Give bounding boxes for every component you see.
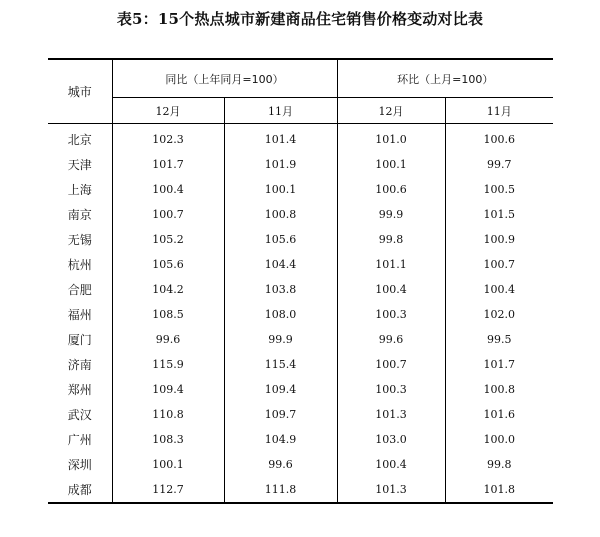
city-name: 福州 bbox=[67, 308, 92, 322]
city-column-header: 城市 bbox=[48, 59, 112, 124]
city-name: 北京 bbox=[67, 133, 92, 147]
yoy-dec-value: 108.3 bbox=[112, 427, 224, 452]
mom-nov-value: 100.8 bbox=[445, 377, 553, 402]
mom-nov-value: 100.9 bbox=[445, 227, 553, 252]
mom-dec-value: 100.3 bbox=[337, 377, 445, 402]
city-name: 成都 bbox=[48, 477, 112, 503]
yoy-dec-header: 12月 bbox=[112, 98, 224, 124]
mom-nov-value: 102.0 bbox=[445, 302, 553, 327]
yoy-nov-header: 11月 bbox=[224, 98, 337, 124]
yoy-dec-value: 108.5 bbox=[112, 302, 224, 327]
city-name: 无锡 bbox=[67, 233, 92, 247]
city-name: 深圳 bbox=[67, 458, 92, 472]
yoy-nov-value: 105.6 bbox=[224, 227, 337, 252]
table-title: 表5：15个热点城市新建商品住宅销售价格变动对比表 bbox=[116, 10, 484, 28]
table-row bbox=[48, 352, 553, 377]
yoy-nov-value: 109.7 bbox=[224, 402, 337, 427]
price-comparison-table bbox=[48, 58, 553, 504]
table-row bbox=[48, 277, 553, 302]
mom-group-header: 环比（上月=100） bbox=[337, 59, 553, 98]
table-row bbox=[48, 124, 553, 153]
yoy-nov-value: 101.4 bbox=[224, 124, 337, 153]
mom-dec-value: 100.1 bbox=[337, 152, 445, 177]
mom-dec-value: 101.1 bbox=[337, 252, 445, 277]
mom-dec-value: 100.4 bbox=[337, 277, 445, 302]
table-row bbox=[48, 377, 553, 402]
yoy-nov-value: 99.6 bbox=[224, 452, 337, 477]
table-row bbox=[48, 302, 553, 327]
mom-nov-value: 101.7 bbox=[445, 352, 553, 377]
city-name: 天津 bbox=[67, 158, 92, 172]
yoy-nov-value: 109.4 bbox=[224, 377, 337, 402]
mom-dec-value: 100.7 bbox=[337, 352, 445, 377]
yoy-dec-value: 100.7 bbox=[112, 202, 224, 227]
city-name: 杭州 bbox=[67, 258, 92, 272]
yoy-nov-value: 103.8 bbox=[224, 277, 337, 302]
mom-dec-value: 100.4 bbox=[337, 452, 445, 477]
city-name: 广州 bbox=[67, 433, 92, 447]
yoy-dec-value: 109.4 bbox=[112, 377, 224, 402]
city-name: 厦门 bbox=[67, 333, 92, 347]
city-name: 南京 bbox=[67, 208, 92, 222]
mom-nov-value: 100.0 bbox=[445, 427, 553, 452]
yoy-dec-value: 99.6 bbox=[112, 327, 224, 352]
yoy-group-header: 同比（上年同月=100） bbox=[112, 59, 337, 98]
mom-dec-value: 99.6 bbox=[337, 327, 445, 352]
yoy-dec-value: 115.9 bbox=[112, 352, 224, 377]
mom-nov-value: 99.8 bbox=[445, 452, 553, 477]
table-row bbox=[48, 452, 553, 477]
yoy-dec-value: 112.7 bbox=[112, 477, 224, 503]
mom-dec-value: 100.6 bbox=[337, 177, 445, 202]
mom-dec-value: 100.3 bbox=[337, 302, 445, 327]
yoy-nov-value: 104.4 bbox=[224, 252, 337, 277]
yoy-nov-value: 111.8 bbox=[224, 477, 337, 503]
mom-nov-value: 101.8 bbox=[445, 477, 553, 503]
yoy-dec-value: 105.6 bbox=[112, 252, 224, 277]
yoy-dec-value: 102.3 bbox=[112, 124, 224, 153]
mom-nov-value: 100.6 bbox=[445, 124, 553, 153]
yoy-dec-value: 105.2 bbox=[112, 227, 224, 252]
mom-dec-value: 101.0 bbox=[337, 124, 445, 153]
yoy-nov-value: 100.1 bbox=[224, 177, 337, 202]
yoy-nov-value: 115.4 bbox=[224, 352, 337, 377]
city-name: 武汉 bbox=[67, 408, 92, 422]
mom-dec-value: 101.3 bbox=[337, 477, 445, 503]
city-name: 上海 bbox=[67, 183, 92, 197]
table-row bbox=[48, 177, 553, 202]
mom-dec-header: 12月 bbox=[337, 98, 445, 124]
mom-nov-value: 100.4 bbox=[445, 277, 553, 302]
mom-nov-value: 100.5 bbox=[445, 177, 553, 202]
yoy-nov-value: 99.9 bbox=[224, 327, 337, 352]
yoy-nov-value: 108.0 bbox=[224, 302, 337, 327]
table-row bbox=[48, 327, 553, 352]
table-row bbox=[48, 202, 553, 227]
mom-dec-value: 101.3 bbox=[337, 402, 445, 427]
mom-dec-value: 99.9 bbox=[337, 202, 445, 227]
yoy-nov-value: 101.9 bbox=[224, 152, 337, 177]
city-name: 郑州 bbox=[67, 383, 92, 397]
yoy-dec-value: 100.1 bbox=[112, 452, 224, 477]
yoy-dec-value: 110.8 bbox=[112, 402, 224, 427]
table-row bbox=[48, 402, 553, 427]
table-row bbox=[48, 477, 553, 503]
yoy-nov-value: 100.8 bbox=[224, 202, 337, 227]
yoy-dec-value: 100.4 bbox=[112, 177, 224, 202]
table-row bbox=[48, 227, 553, 252]
city-name: 济南 bbox=[67, 358, 92, 372]
yoy-nov-value: 104.9 bbox=[224, 427, 337, 452]
mom-dec-value: 99.8 bbox=[337, 227, 445, 252]
mom-dec-value: 103.0 bbox=[337, 427, 445, 452]
mom-nov-value: 101.6 bbox=[445, 402, 553, 427]
table-row bbox=[48, 252, 553, 277]
mom-nov-header: 11月 bbox=[445, 98, 553, 124]
table-row bbox=[48, 152, 553, 177]
table-row bbox=[48, 427, 553, 452]
mom-nov-value: 100.7 bbox=[445, 252, 553, 277]
city-name: 合肥 bbox=[67, 283, 92, 297]
mom-nov-value: 101.5 bbox=[445, 202, 553, 227]
yoy-dec-value: 104.2 bbox=[112, 277, 224, 302]
mom-nov-value: 99.7 bbox=[445, 152, 553, 177]
mom-nov-value: 99.5 bbox=[445, 327, 553, 352]
yoy-dec-value: 101.7 bbox=[112, 152, 224, 177]
